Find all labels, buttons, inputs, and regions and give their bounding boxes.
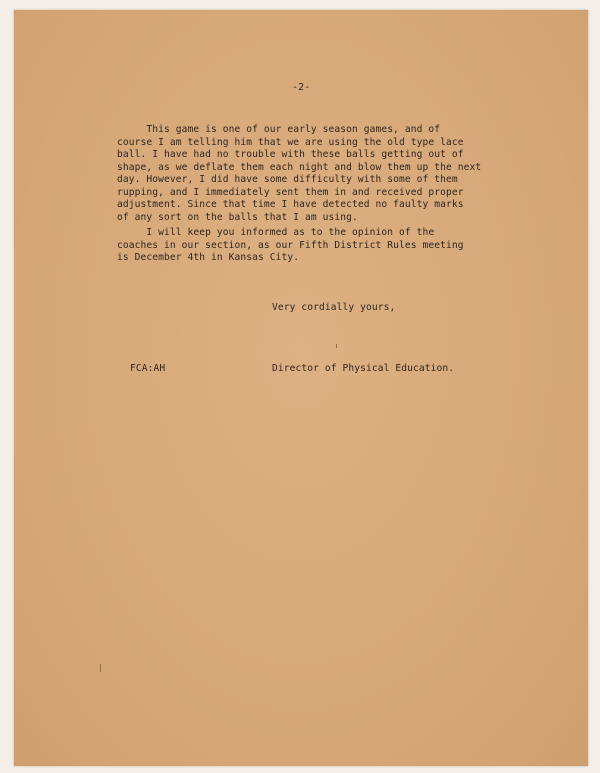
paragraph-line: I will keep you informed as to the opinion of the <box>117 227 435 238</box>
paragraph-line: of any sort on the balls that I am using. <box>117 211 358 223</box>
pen-mark <box>100 664 101 672</box>
paragraph-1 <box>117 124 497 224</box>
paragraph-line: course I am telling him that we are using the old type lace <box>117 136 464 148</box>
paragraph-line: rupping, and I immediately sent them in and received proper <box>117 186 464 198</box>
paragraph-line: shape, as we deflate them each night and blow them up the next <box>117 161 482 173</box>
paragraph-line: is December 4th in Kansas City. <box>117 252 300 263</box>
pen-mark <box>336 344 337 348</box>
paragraph-line: day. However, I did have some difficulty with some of them <box>117 174 458 185</box>
closing-salutation: Very cordially yours, <box>272 302 396 313</box>
paragraph-line: This game is one of our early season games, and of <box>117 124 441 135</box>
paragraph-line: ball. I have had no trouble with these balls getting out of <box>117 149 464 160</box>
paragraph-line: coaches in our section, as our Fifth District Rules meeting <box>117 239 464 251</box>
page-number: -2- <box>292 82 311 93</box>
paragraph-2 <box>117 227 497 265</box>
signature-title: Director of Physical Education. <box>272 363 455 374</box>
paragraph-line: adjustment. Since that time I have detected no faulty marks <box>117 199 464 210</box>
reference-initials: FCA:AH <box>130 363 166 374</box>
